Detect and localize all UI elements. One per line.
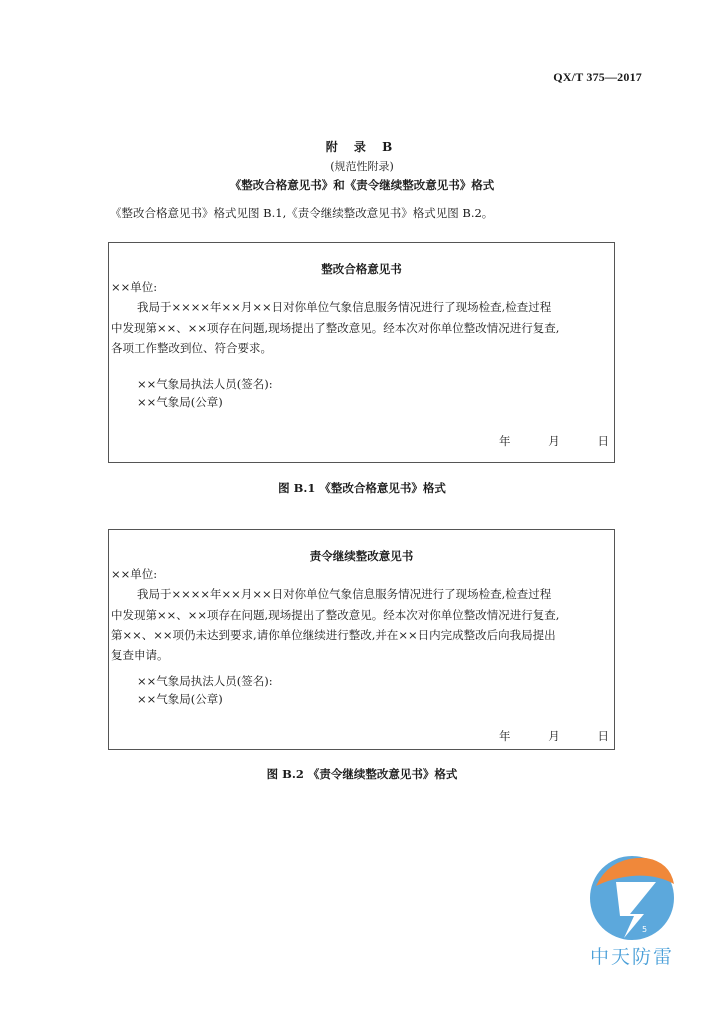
form-salutation: ××单位: — [111, 280, 158, 294]
date-year: 年 — [499, 434, 511, 448]
form-title: 责令继续整改意见书 — [309, 549, 414, 563]
figure-caption-b2: 图 B.2 《责令继续整改意见书》格式 — [266, 767, 458, 781]
form-salutation: ××单位: — [111, 567, 158, 581]
form-rectification-passed — [108, 242, 615, 463]
date-month: 月 — [548, 729, 560, 743]
date-year: 年 — [499, 729, 511, 743]
form-body-line: 复查申请。 — [111, 648, 169, 662]
form-signer-line: ××气象局执法人员(签名): — [137, 674, 273, 688]
form-body-line: 第××、××项仍未达到要求,请你单位继续进行整改,并在××日内完成整改后向我局提出 — [111, 628, 556, 642]
form-date-row — [499, 433, 609, 449]
form-seal-line: ××气象局(公章) — [137, 692, 223, 706]
svg-text:5: 5 — [642, 925, 648, 934]
form-body-line: 各项工作整改到位、符合要求。 — [111, 341, 272, 355]
date-month: 月 — [548, 434, 560, 448]
form-body-line: 我局于××××年××月××日对你单位气象信息服务情况进行了现场检查,检查过程 — [137, 300, 552, 314]
form-title: 整改合格意见书 — [321, 262, 402, 276]
form-signer-line: ××气象局执法人员(签名): — [137, 377, 273, 391]
figure-caption-b1: 图 B.1 《整改合格意见书》格式 — [278, 481, 446, 495]
form-seal-line: ××气象局(公章) — [137, 395, 223, 409]
form-body-line: 中发现第××、××项存在问题,现场提出了整改意见。经本次对你单位整改情况进行复查, — [111, 321, 560, 335]
appendix-subtitle: (规范性附录) — [330, 160, 394, 173]
form-continue-rectification — [108, 529, 615, 750]
date-day: 日 — [597, 729, 609, 743]
form-date-row — [499, 728, 609, 744]
standard-code: QX/T 375—2017 — [553, 70, 642, 84]
appendix-name: 《整改合格意见书》和《责令继续整改意见书》格式 — [229, 178, 495, 192]
watermark-logo — [586, 852, 678, 969]
lightning-logo-icon — [586, 852, 678, 940]
watermark-text: 中天防雷 — [589, 946, 674, 968]
appendix-title: 附 录 B — [325, 140, 399, 154]
intro-paragraph: 《整改合格意见书》格式见图 B.1,《责令继续整改意见书》格式见图 B.2。 — [110, 206, 494, 220]
form-body-line: 我局于××××年××月××日对你单位气象信息服务情况进行了现场检查,检查过程 — [137, 587, 552, 601]
form-body-line: 中发现第××、××项存在问题,现场提出了整改意见。经本次对你单位整改情况进行复查, — [111, 608, 560, 622]
date-day: 日 — [597, 434, 609, 448]
